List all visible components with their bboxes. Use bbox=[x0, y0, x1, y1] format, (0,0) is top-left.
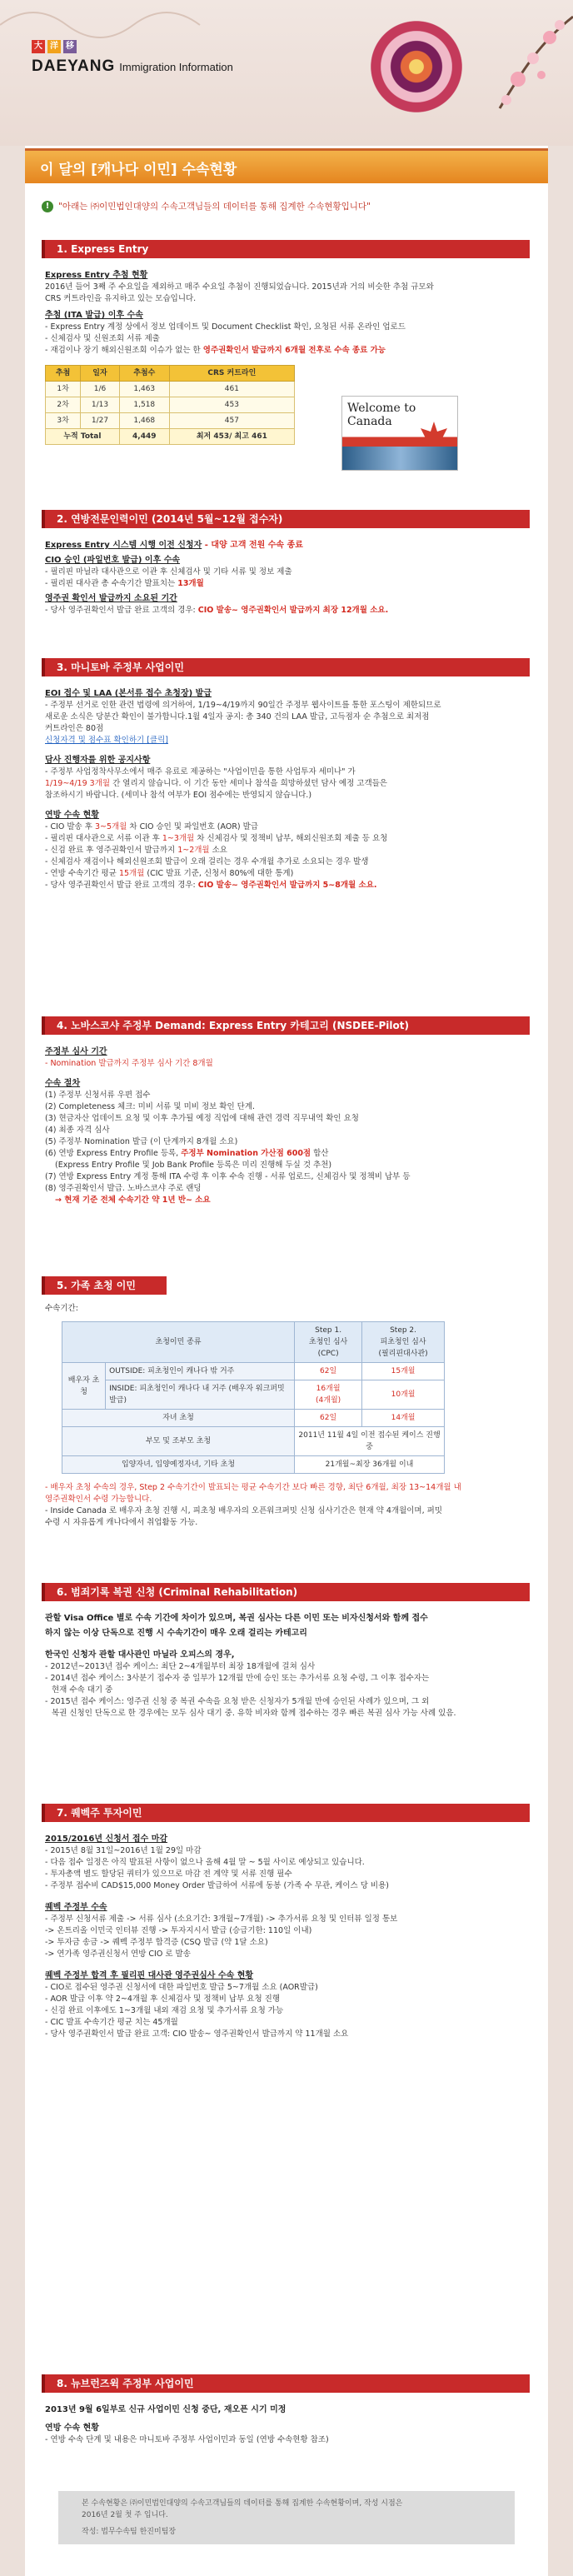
rehab-line-2: - 2014년 접수 케이스: 3사분기 접수자 중 일부가 12개월 만에 승인 또는 추가서류 요청 수령, 그 이후 접수자는 bbox=[45, 1674, 430, 1683]
section-manitoba bbox=[45, 685, 531, 891]
step1-office: (CPC) bbox=[317, 1350, 339, 1358]
mb-line-9-highlight: 1~3개월 bbox=[162, 834, 195, 843]
col-header: 추첨수 bbox=[119, 366, 169, 382]
mb-line-10 bbox=[45, 845, 531, 856]
rehab-line-3b: 복권 신청인 단독으로 한 경우에는 모두 심사 대기 중. 유학 비자와 함께 접수하는 경우 빠른 복권 심사 가능 사례 있음. bbox=[52, 1709, 456, 1718]
family-table bbox=[62, 1321, 445, 1474]
mb-line-13 bbox=[45, 880, 531, 891]
ns-step-2: (2) Completeness 체크: 미비 서류 및 미비 정보 확인 단계. bbox=[45, 1102, 256, 1111]
table-cell: 누적 Total bbox=[46, 429, 120, 445]
table-cell: 1,518 bbox=[119, 397, 169, 413]
table-cell: 1/27 bbox=[81, 413, 120, 429]
step1-desc: 초청인 심사 bbox=[308, 1338, 348, 1346]
section-federal-skilled bbox=[45, 537, 531, 617]
qc-line-5: - 주정부 신청서류 제출 -> 서류 심사 (소요기간: 3개월~7개월) -> 추가서류 요청 및 인터뷰 일정 통보 bbox=[45, 1915, 398, 1924]
table-cell: 4,449 bbox=[119, 429, 169, 445]
table-cell: 배우자 초청 bbox=[62, 1363, 106, 1410]
col-header-step2 bbox=[362, 1322, 445, 1363]
mb-line-1: - 주정부 선거로 인한 관련 법령에 의거하여, 1/19~4/19까지 90일간 주정부 웹사이트를 통한 포스팅이 제한되므로 bbox=[45, 701, 441, 710]
ns-heading-2: 수속 절차 bbox=[45, 1079, 81, 1088]
mb-line-2: 새로운 소식은 당분간 확인이 불가합니다.1월 4일자 공지: 총 340 건의 LAA 발급, 고득점자 순 추첨으로 최저점 bbox=[45, 712, 430, 721]
mb-line-13-text: - 당사 영주권확인서 발급 완료 고객의 경우: bbox=[45, 881, 198, 890]
fsw-heading-2: CIO 승인 (파일번호 발급) 이후 수속 bbox=[45, 556, 181, 565]
mandala-decoration-icon bbox=[366, 17, 466, 117]
table-cell: 453 bbox=[169, 397, 294, 413]
logo-mark-1: 大 bbox=[32, 40, 45, 53]
fsw-line-2-text: - 필리핀 대사관 총 수속기간 발표치는 bbox=[45, 579, 178, 588]
footer-line-1: 본 수속현황은 ㈜이민법인대양의 수속고객님들의 데이터를 통해 집계한 수속현황이며, 작성 시점은 bbox=[82, 2499, 403, 2508]
family-note-2b: 수령 시 자유롭게 캐나다에서 취업활동 가능. bbox=[45, 1518, 198, 1527]
ns-step-7: (7) 연방 Express Entry 계정 통해 ITA 수령 후 이후 수속 진행 - 서류 업로드, 신체검사 및 정책비 납부 등 bbox=[45, 1172, 411, 1181]
qc-line-12: - CIC 발표 수속기간 평균 치는 45개월 bbox=[45, 2018, 178, 2027]
ee-draw-text-1: 2016년 들어 3째 주 수요일을 제외하고 매주 수요일 추첨이 진행되었습니다. 2015년과 거의 비슷한 추첨 규모와 bbox=[45, 282, 434, 292]
ee-step-3-text: - 재검이나 장기 해외신원조회 이슈가 없는 한 bbox=[45, 346, 203, 355]
table-row bbox=[62, 1363, 445, 1380]
fsw-line-1: - 필리핀 마닐라 대사관으로 이관 후 신체검사 및 기타 서류 및 정보 제출 bbox=[45, 567, 292, 577]
table-cell: 62일 bbox=[295, 1410, 362, 1427]
table-cell: 457 bbox=[169, 413, 294, 429]
nb-line-1: - 연방 수속 단계 및 내용은 마니토바 주정부 사업이민과 동일 (연방 수속현황 참조) bbox=[45, 2435, 329, 2444]
mb-line-12-text-a: - 연방 수속기간 평균 bbox=[45, 869, 119, 878]
fsw-heading-3: 영주권 확인서 발급까지 소요된 기간 bbox=[45, 594, 177, 603]
footer-author: 작성: 법무수속팀 한진미팀장 bbox=[82, 2528, 177, 2536]
mb-line-12-text-b: (CIC 발표 기준, 신청서 80%에 대한 통계) bbox=[144, 869, 294, 878]
rehab-intro-2: 하지 않는 이상 단독으로 진행 시 수속기간이 매우 오래 걸리는 카테고리 bbox=[45, 1629, 307, 1638]
page-title: 이 달의 [캐나다 이민] 수속현황 bbox=[40, 162, 237, 178]
qc-line-1: - 2015년 8월 31일~2016년 1월 29일 마감 bbox=[45, 1846, 202, 1855]
mb-line-8-text-b: 차 CIO 승인 및 파일번호 (AOR) 발급 bbox=[127, 822, 259, 831]
ee-step-2: - 신체검사 및 신원조회 서류 제출 bbox=[45, 334, 160, 343]
ee-draw-heading: Express Entry 추첨 현황 bbox=[45, 271, 148, 280]
ns-step-6-text-b: 합산 bbox=[311, 1149, 329, 1158]
col-header: CRS 커트라인 bbox=[169, 366, 294, 382]
table-cell: 자녀 초청 bbox=[62, 1410, 295, 1427]
section-header-quebec: 7. 퀘벡주 투자이민 bbox=[42, 1804, 530, 1822]
qc-line-13: - 당사 영주권확인서 발급 완료 고객: CIO 발송~ 영주권확인서 발급까지 약 11개월 소요 bbox=[45, 2029, 349, 2039]
ns-total-duration: → 현재 기준 전체 수속기간 약 1년 반~ 소요 bbox=[55, 1196, 211, 1205]
mb-heading-2: 담사 진행자를 위한 공지사항 bbox=[45, 756, 151, 765]
qc-heading-3: 퀘벡 주정부 합격 후 필리핀 대사관 영주권심사 수속 현황 bbox=[45, 1971, 254, 1980]
rehab-line-2b: 현재 수속 대기 중 bbox=[52, 1685, 113, 1695]
exclamation-icon: ! bbox=[42, 201, 53, 212]
city-scene bbox=[342, 447, 458, 471]
section-header-rehabilitation: 6. 범죄기록 복권 신청 (Criminal Rehabilitation) bbox=[42, 1583, 530, 1601]
table-row bbox=[62, 1427, 445, 1456]
ee-after-ita-heading: 추첨 (ITA 발급) 이후 수속 bbox=[45, 311, 143, 320]
brand-label: DAEYANG bbox=[32, 57, 116, 75]
mb-line-9 bbox=[45, 833, 531, 845]
mb-line-5: - 주정부 사업정착사무소에서 매주 유료로 제공하는 "사업이민을 통한 사업투자 세미나" 가 bbox=[45, 767, 356, 776]
table-cell bbox=[295, 1380, 362, 1410]
qc-line-4: - 주정부 접수비 CAD$15,000 Money Order 발급하여 서류에 동봉 (가족 수 무관, 케이스 당 비용) bbox=[45, 1881, 389, 1890]
rehab-line-3: - 2015년 접수 케이스: 영주권 신청 중 복권 수속을 요청 받은 신청자가 5개월 만에 승인된 사례가 있으며, 그 외 bbox=[45, 1697, 430, 1706]
ee-step-3-highlight: 영주권확인서 발급까지 6개월 전후로 수속 종료 가능 bbox=[202, 346, 386, 355]
family-note-1: - 배우자 초청 수속의 경우, Step 2 수속기간이 발표되는 평균 수속기간 보다 빠른 경향, 최단 6개월, 최장 13~14개월 내 bbox=[45, 1483, 461, 1492]
table-cell: 21개월~최장 36개월 이내 bbox=[295, 1456, 445, 1474]
welcome-text: Welcome to Canada bbox=[347, 402, 416, 428]
table-total-row bbox=[46, 429, 295, 445]
table-cell: 1,463 bbox=[119, 382, 169, 397]
table-cell: 3차 bbox=[46, 413, 81, 429]
qc-heading-1: 2015/2016년 신청서 접수 마감 bbox=[45, 1835, 168, 1844]
intro-text: "아래는 ㈜이민법인대양의 수속고객님들의 데이터를 통해 집계한 수속현황입니다" bbox=[58, 202, 371, 212]
nb-heading-1: 2013년 9월 6일부로 신규 사업이민 신청 중단, 재오픈 시기 미정 bbox=[45, 2405, 286, 2414]
table-cell: 2011년 11월 4일 이전 접수된 케이스 진행 중 bbox=[295, 1427, 445, 1456]
ns-step-1: (1) 주정부 신청서류 우편 접수 bbox=[45, 1091, 151, 1100]
rehab-intro-1: 관할 Visa Office 별로 수속 기간에 차이가 있으며, 복권 심사는 다른 이민 또는 비자신청서와 함께 접수 bbox=[45, 1614, 428, 1623]
step2-label: Step 2. bbox=[390, 1326, 417, 1335]
ns-step-6-text-a: (6) 연방 Express Entry Profile 등록, bbox=[45, 1149, 182, 1158]
col-header: 초청이민 종류 bbox=[62, 1322, 295, 1363]
mb-eligibility-link[interactable]: 신청자격 및 점수표 확인하기 [클릭] bbox=[45, 736, 168, 745]
mb-line-8 bbox=[45, 821, 531, 833]
col-header: 추첨 bbox=[46, 366, 81, 382]
table-cell: 입양자녀, 입양예정자녀, 기타 초청 bbox=[62, 1456, 295, 1474]
fsw-line-3-text: - 당사 영주권확인서 발급 완료 고객의 경우: bbox=[45, 606, 198, 615]
inside-step1-sub: (4개월) bbox=[316, 1396, 341, 1405]
qc-line-7: -> 투자금 송금 -> 퀘벡 주정부 합격증 (CSQ 발급 (약 1달 소요) bbox=[45, 1938, 268, 1947]
table-cell: 1/13 bbox=[81, 397, 120, 413]
fsw-heading-1-note: - 대양 고객 전원 수속 종료 bbox=[202, 541, 303, 550]
section-header-new-brunswick: 8. 뉴브런즈윅 주정부 사업이민 bbox=[42, 2374, 530, 2393]
ee-draw-table bbox=[45, 365, 295, 445]
header-banner bbox=[0, 0, 573, 146]
mb-heading-1: EOI 접수 및 LAA (본서류 접수 초청장) 발급 bbox=[45, 689, 212, 698]
step2-office: (필리핀대사관) bbox=[378, 1350, 428, 1358]
intro-note bbox=[42, 200, 541, 212]
qc-line-6: -> 온트리올 이민국 인터뷰 진행 -> 투자지시서 발급 (승급기한: 110일 이내) bbox=[45, 1926, 312, 1935]
section-header-manitoba: 3. 마니토바 주정부 사업이민 bbox=[42, 658, 530, 676]
section-header-nova-scotia: 4. 노바스코샤 주정부 Demand: Express Entry 카테고리 (NSDEE-Pilot) bbox=[42, 1016, 530, 1035]
fsw-line-3-highlight: CIO 발송~ 영주권확인서 발급까지 최장 12개월 소요. bbox=[197, 606, 389, 615]
table-row bbox=[46, 413, 295, 429]
section-quebec bbox=[45, 1830, 531, 2040]
section-header-federal-skilled: 2. 연방전문인력이민 (2014년 5월~12월 접수자) bbox=[42, 510, 530, 528]
ee-draw-text-2: CRS 커트라인을 유지하고 있는 모습입니다. bbox=[45, 294, 197, 303]
ns-line-1: - Nomination 발급까지 주정부 심사 기간 8개월 bbox=[45, 1059, 213, 1068]
section-header-family: 5. 가족 초청 이민 bbox=[42, 1276, 167, 1295]
footer-line-2: 2016년 2월 첫 주 입니다. bbox=[82, 2511, 168, 2519]
qc-line-2: - 다음 접수 일정은 아직 발표된 사항이 없으나 올해 4월 말 ~ 5월 사이로 예상되고 있습니다. bbox=[45, 1858, 365, 1867]
mb-line-10-text-a: - 신검 완료 후 영주권확인서 발급까지 bbox=[45, 846, 178, 855]
qc-heading-2: 퀘벡 주정부 수속 bbox=[45, 1903, 107, 1912]
table-cell: OUTSIDE: 피초청인이 캐나다 밖 거주 bbox=[106, 1363, 295, 1380]
mb-line-6-highlight: 1/19~4/19 3개월 bbox=[45, 779, 111, 788]
qc-line-9: - CIO로 접수된 영주권 신청서에 대한 파일번호 발급 5~7개월 소요 (AOR발급) bbox=[45, 1983, 318, 1992]
mb-line-10-highlight: 1~2개월 bbox=[177, 846, 210, 855]
ns-step-4: (4) 최종 자격 심사 bbox=[45, 1126, 110, 1135]
family-note-1b: 영주권확인서 수령 가능합니다. bbox=[45, 1495, 152, 1504]
mb-line-11: - 신체검사 재검이나 해외신원조회 발급이 오래 걸리는 경우 수개월 추가로 소요되는 경우 발생 bbox=[45, 857, 369, 866]
fsw-heading-1-text: Express Entry 시스템 시행 이전 신청자 bbox=[45, 541, 202, 550]
nb-heading-2: 연방 수속 현황 bbox=[45, 2424, 99, 2433]
fsw-line-2 bbox=[45, 578, 531, 590]
section-nova-scotia bbox=[45, 1043, 531, 1206]
table-cell: 최저 453/ 최고 461 bbox=[169, 429, 294, 445]
table-cell: 2차 bbox=[46, 397, 81, 413]
table-cell: 부모 및 조부모 초청 bbox=[62, 1427, 295, 1456]
qc-line-8: -> 연가족 영주권신청서 연방 CIO 로 발송 bbox=[45, 1949, 191, 1959]
table-cell: 461 bbox=[169, 382, 294, 397]
fsw-line-3 bbox=[45, 605, 531, 617]
table-cell: 14개월 bbox=[362, 1410, 445, 1427]
mb-heading-3: 연방 수속 현황 bbox=[45, 811, 99, 820]
fsw-line-2-highlight: 13개월 bbox=[177, 579, 204, 588]
mb-line-9-text-b: 차 신체검사 및 정책비 납부, 해외신원조회 제출 등 요청 bbox=[194, 834, 388, 843]
col-header: 일자 bbox=[81, 366, 120, 382]
rehab-heading: 한국인 신청자 관할 대사관인 마닐라 오피스의 경우, bbox=[45, 1650, 235, 1660]
mb-line-6 bbox=[45, 778, 531, 790]
ee-step-3 bbox=[45, 345, 531, 357]
table-row bbox=[62, 1456, 445, 1474]
mb-line-3: 커트라인은 80점 bbox=[45, 724, 104, 733]
table-row bbox=[46, 382, 295, 397]
table-cell: 62일 bbox=[295, 1363, 362, 1380]
table-cell: INSIDE: 피초청인이 캐나다 내 거주 (배우자 워크퍼밋 발급) bbox=[106, 1380, 295, 1410]
title-bar bbox=[25, 148, 548, 183]
logo-mark-3: 移 bbox=[63, 40, 77, 53]
ns-step-5: (5) 주정부 Nomination 발급 (이 단계까지 8개월 소요) bbox=[45, 1137, 238, 1146]
ns-step-8: (8) 영주권확인서 발급. 노바스코샤 주로 랜딩 bbox=[45, 1184, 202, 1193]
table-cell: 15개월 bbox=[362, 1363, 445, 1380]
ns-step-6-note: (Express Entry Profile 및 Job Bank Profile 등록은 미리 진행해 두실 것 추천) bbox=[55, 1161, 332, 1170]
qc-line-11: - 신검 완료 이후에도 1~3개월 내외 재검 요청 및 추가서류 요청 가능 bbox=[45, 2006, 284, 2015]
table-cell: 1/6 bbox=[81, 382, 120, 397]
logo-mark-2: 洋 bbox=[47, 40, 61, 53]
section-new-brunswick bbox=[45, 2401, 531, 2446]
table-cell: 10개월 bbox=[362, 1380, 445, 1410]
step1-label: Step 1. bbox=[315, 1326, 342, 1335]
mb-line-7: 참조하시기 바랍니다. (세미나 참석 여부가 EOI 점수에는 반영되지 않습니다.) bbox=[45, 791, 312, 800]
blossom-branch-icon bbox=[466, 8, 573, 133]
ns-heading-1: 주정부 심사 기간 bbox=[45, 1047, 107, 1056]
ee-step-1: - Express Entry 계정 상에서 정보 업데이트 및 Document Checklist 확인, 요청된 서류 온라인 업로드 bbox=[45, 322, 406, 332]
rehab-line-1: - 2012년~2013년 접수 케이스: 최단 2~4개월부터 최장 18개월에 걸쳐 심사 bbox=[45, 1662, 316, 1671]
fsw-heading-1 bbox=[45, 540, 531, 552]
table-cell: 1차 bbox=[46, 382, 81, 397]
mb-line-12 bbox=[45, 868, 531, 880]
qc-line-10: - AOR 발급 이후 약 2~4개월 후 신체검사 및 정책비 납부 요청 진행 bbox=[45, 1994, 281, 2004]
ns-step-6 bbox=[45, 1148, 531, 1160]
mb-line-10-text-b: 소요 bbox=[209, 846, 227, 855]
mb-line-6-text: 간 열리지 않습니다. 이 기간 동안 세미나 참석을 희망하셨던 담사 예정 고객들은 bbox=[110, 779, 387, 788]
mb-line-9-text-a: - 필리핀 대사관으로 서류 이관 후 bbox=[45, 834, 162, 843]
inside-step1-main: 16개월 bbox=[316, 1385, 341, 1393]
table-row bbox=[46, 397, 295, 413]
qc-line-3: - 투자총액 별도 할당된 쿼터가 있으므로 마감 전 계약 및 서류 진행 필수 bbox=[45, 1870, 292, 1879]
mb-line-8-text-a: - CIO 발송 후 bbox=[45, 822, 95, 831]
col-header-step1 bbox=[295, 1322, 362, 1363]
family-note-2: - Inside Canada 로 배우자 초청 진행 시, 피초청 배우자의 오픈워크퍼밋 신청 심사기간은 현재 약 4개월이며, 퍼밋 bbox=[45, 1506, 442, 1515]
family-duration-label: 수속기간: bbox=[45, 1304, 78, 1313]
brand-name bbox=[32, 57, 233, 76]
footer-note bbox=[58, 2491, 515, 2544]
logo[interactable] bbox=[32, 40, 233, 76]
section-express-entry bbox=[45, 267, 531, 445]
section-header-express-entry: 1. Express Entry bbox=[42, 240, 530, 258]
step2-desc: 피초청인 심사 bbox=[380, 1338, 426, 1346]
mb-line-12-highlight: 15개월 bbox=[118, 869, 145, 878]
section-rehabilitation bbox=[45, 1610, 531, 1720]
table-cell: 1,468 bbox=[119, 413, 169, 429]
mb-line-13-highlight: CIO 발송~ 영주권확인서 발급까지 5~8개월 소요. bbox=[197, 881, 377, 890]
brand-subtitle: Immigration Information bbox=[119, 61, 233, 73]
table-row bbox=[62, 1410, 445, 1427]
table-row bbox=[62, 1380, 445, 1410]
ns-step-3: (3) 현금자산 업데이트 요청 및 이후 추가될 예정 직업에 대해 관련 경력 직무내역 확인 요청 bbox=[45, 1114, 359, 1123]
ns-step-6-highlight: 주정부 Nomination 가산점 600점 bbox=[181, 1149, 311, 1158]
section-family bbox=[45, 1303, 531, 1529]
mb-line-8-highlight: 3~5개월 bbox=[94, 822, 127, 831]
welcome-canada-image bbox=[341, 396, 458, 471]
